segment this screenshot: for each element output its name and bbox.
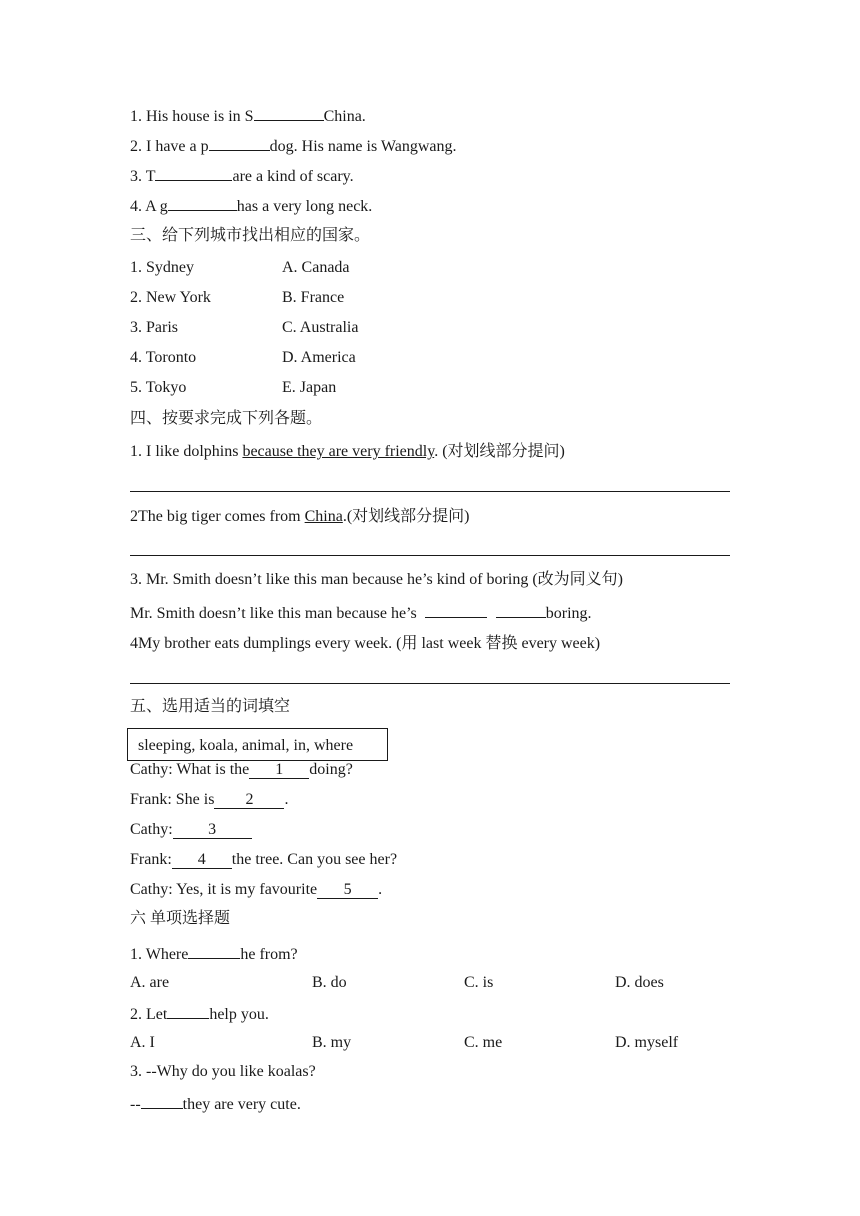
answer-line-1 xyxy=(130,491,730,492)
city-1: 1. Sydney xyxy=(130,259,194,276)
city-2: 2. New York xyxy=(130,289,211,306)
blank-1: 1 xyxy=(249,761,309,779)
dialogue-line-2 xyxy=(130,790,288,810)
fill-word-4-pre: 4. A g xyxy=(130,198,168,215)
blank-line xyxy=(425,602,487,618)
blank-line xyxy=(209,135,270,151)
q2-pre: 2The big tiger comes from xyxy=(130,508,305,525)
section-6-q1 xyxy=(130,943,298,965)
s6-q2-option-a: A. I xyxy=(130,1034,155,1051)
dialogue-line-3 xyxy=(130,820,252,840)
q1-post: . (对划线部分提问) xyxy=(434,443,565,460)
fill-word-3-post: are a kind of scary. xyxy=(232,168,354,185)
section-4-title: 四、按要求完成下列各题。 xyxy=(130,410,323,427)
country-d: D. America xyxy=(282,349,356,366)
blank-line xyxy=(254,105,324,121)
word-bank-box xyxy=(127,728,388,761)
dialogue-line-1 xyxy=(130,760,353,780)
fill-word-3-pre: 3. T xyxy=(130,168,156,185)
section-4-q1 xyxy=(130,442,565,462)
section-5-title: 五、选用适当的词填空 xyxy=(130,698,291,715)
blank-4: 4 xyxy=(172,851,232,869)
q1-pre: 1. I like dolphins xyxy=(130,443,243,460)
blank-line xyxy=(188,943,240,959)
blank-5: 5 xyxy=(317,881,378,899)
dialogue-line-5 xyxy=(130,880,382,900)
dialogue-5-pre: Cathy: Yes, it is my favourite xyxy=(130,881,318,898)
country-a: A. Canada xyxy=(282,259,350,276)
s6-q2-pre: 2. Let xyxy=(130,1006,168,1023)
fill-word-2-pre: 2. I have a p xyxy=(130,138,209,155)
q2-underlined-text: China xyxy=(304,508,343,525)
s6-q2-option-b: B. my xyxy=(312,1034,352,1051)
answer-line-2 xyxy=(130,555,730,556)
section-4-q3-answer xyxy=(130,602,592,624)
section-4-q4: 4My brother eats dumplings every week. (用 last week 替换 every week) xyxy=(130,635,601,652)
s6-q1-post: he from? xyxy=(240,946,298,963)
s6-q2-post: help you. xyxy=(209,1006,269,1023)
blank-line xyxy=(141,1093,183,1109)
q3-answer-post: boring. xyxy=(545,605,592,622)
s6-q3-answer-pre: -- xyxy=(130,1096,141,1113)
blank-line xyxy=(168,195,237,211)
q3-answer-pre: Mr. Smith doesn’t like this man because he’s xyxy=(130,605,421,622)
s6-q2-option-d: D. myself xyxy=(615,1034,679,1051)
blank-line xyxy=(167,1003,209,1019)
fill-word-2 xyxy=(130,135,456,157)
fill-word-1-post: China. xyxy=(323,108,366,125)
dialogue-3-pre: Cathy: xyxy=(130,821,173,838)
answer-line-3 xyxy=(130,683,730,684)
fill-word-4-post: has a very long neck. xyxy=(236,198,373,215)
q1-underlined-text: because they are very friendly xyxy=(242,443,435,460)
fill-word-4 xyxy=(130,195,372,217)
s6-q2-option-c: C. me xyxy=(464,1034,503,1051)
section-6-q3-answer xyxy=(130,1093,301,1115)
country-c: C. Australia xyxy=(282,319,359,336)
city-5: 5. Tokyo xyxy=(130,379,187,396)
q2-post: .(对划线部分提问) xyxy=(342,508,470,525)
section-4-q3: 3. Mr. Smith doesn’t like this man because he’s kind of boring (改为同义句) xyxy=(130,571,623,588)
fill-word-3 xyxy=(130,165,354,187)
section-6-q2 xyxy=(130,1003,269,1025)
fill-word-1-pre: 1. His house is in S xyxy=(130,108,254,125)
word-bank-text: sleeping, koala, animal, in, where xyxy=(138,737,354,754)
country-e: E. Japan xyxy=(282,379,337,396)
city-3: 3. Paris xyxy=(130,319,178,336)
s6-q1-option-a: A. are xyxy=(130,974,170,991)
s6-q1-option-b: B. do xyxy=(312,974,347,991)
country-b: B. France xyxy=(282,289,345,306)
fill-word-1 xyxy=(130,105,366,127)
dialogue-4-post: the tree. Can you see her? xyxy=(231,851,398,868)
blank-2: 2 xyxy=(214,791,284,809)
dialogue-2-pre: Frank: She is xyxy=(130,791,215,808)
section-6-q3: 3. --Why do you like koalas? xyxy=(130,1063,316,1080)
dialogue-1-post: doing? xyxy=(309,761,353,778)
city-4: 4. Toronto xyxy=(130,349,197,366)
dialogue-2-post: . xyxy=(284,791,289,808)
dialogue-4-pre: Frank: xyxy=(130,851,172,868)
section-3-title: 三、给下列城市找出相应的国家。 xyxy=(130,227,371,244)
s6-q3-answer-post: they are very cute. xyxy=(182,1096,301,1113)
blank-3: 3 xyxy=(173,821,252,839)
blank-line xyxy=(155,165,232,181)
section-4-q2 xyxy=(130,507,470,527)
section-6-title: 六 单项选择题 xyxy=(130,910,231,927)
dialogue-1-pre: Cathy: What is the xyxy=(130,761,250,778)
s6-q1-pre: 1. Where xyxy=(130,946,189,963)
s6-q1-option-d: D. does xyxy=(615,974,664,991)
s6-q1-option-c: C. is xyxy=(464,974,494,991)
fill-word-2-post: dog. His name is Wangwang. xyxy=(269,138,457,155)
dialogue-5-post: . xyxy=(378,881,383,898)
blank-line xyxy=(496,602,546,618)
dialogue-line-4 xyxy=(130,850,397,870)
